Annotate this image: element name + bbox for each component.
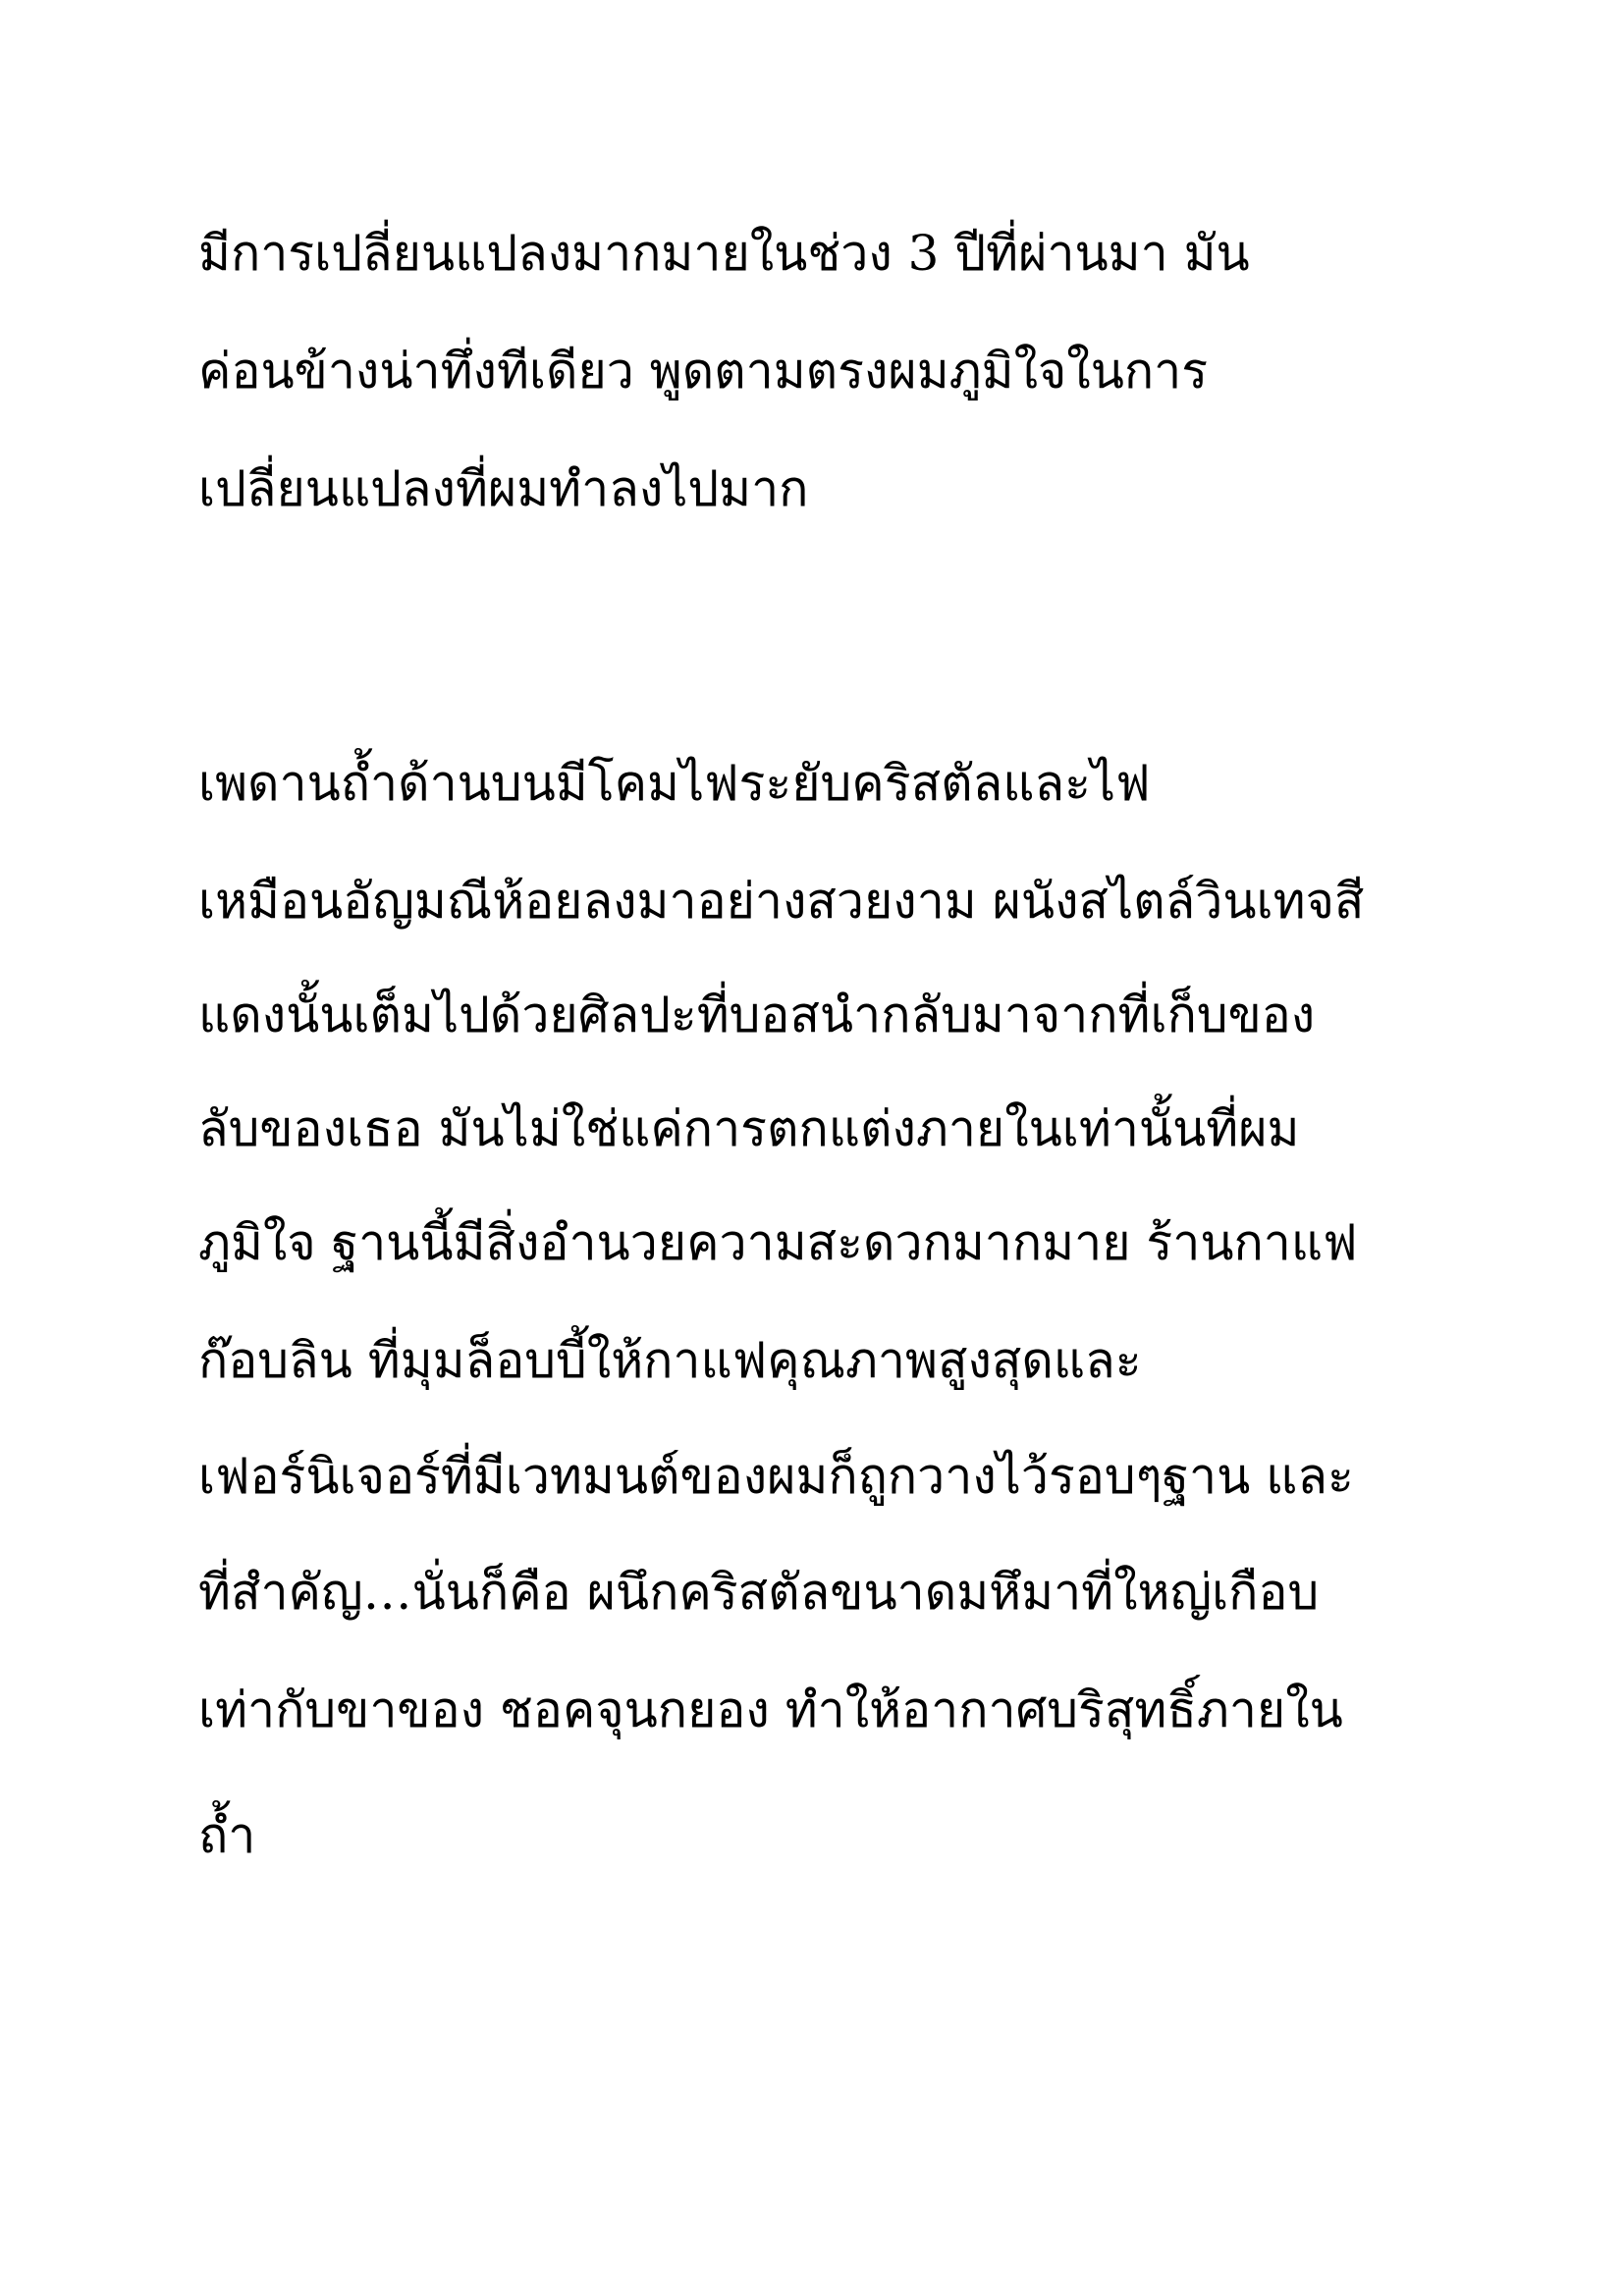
paragraph-line: ที่สำคัญ…นั่นก็คือ ผนึกคริสตัลขนาดมหึมาที่ใหญ่เกือบ: [198, 1564, 1320, 1621]
paragraph-line: ถ้ำ: [198, 1807, 256, 1864]
paragraph-line: เฟอร์นิเจอร์ที่มีเวทมนต์ของผมก็ถูกวางไว้รอบๆฐาน และ: [198, 1448, 1354, 1505]
paragraph-line: เพดานถ้ำด้านบนมีโคมไฟระยับคริสตัลและไฟ: [198, 755, 1151, 812]
paragraph-line: มีการเปลี่ยนแปลงมากมายในช่วง 3 ปีที่ผ่านมา มัน: [198, 225, 1250, 282]
paragraph-line: เปลี่ยนแปลงที่ผมทำลงไปมาก: [198, 460, 809, 517]
paragraph-line: เหมือนอัญมณีห้อยลงมาอย่างสวยงาม ผนังสไตล์วินเทจสี: [198, 873, 1365, 930]
paragraph-line: ภูมิใจ ฐานนี้มีสิ่งอำนวยความสะดวกมากมาย ร้านกาแฟ: [198, 1214, 1358, 1271]
paragraph-line: เท่ากับขาของ ชอคจุนกยอง ทำให้อากาศบริสุทธิ์ภายใน: [198, 1682, 1343, 1738]
paragraph-line: ก๊อบลิน ที่มุมล็อบบี้ให้กาแฟคุณภาพสูงสุดและ: [198, 1332, 1142, 1389]
paragraph-line: ลับของเธอ มันไม่ใช่แค่การตกแต่งภายในเท่านั้นที่ผม: [198, 1100, 1300, 1157]
paragraph-line: ค่อนข้างน่าทึ่งทีเดียว พูดตามตรงผมภูมิใจในการ: [198, 343, 1209, 400]
paragraph-line: แดงนั้นเต็มไปด้วยศิลปะที่บอสนำกลับมาจากที่เก็บของ: [198, 987, 1316, 1043]
